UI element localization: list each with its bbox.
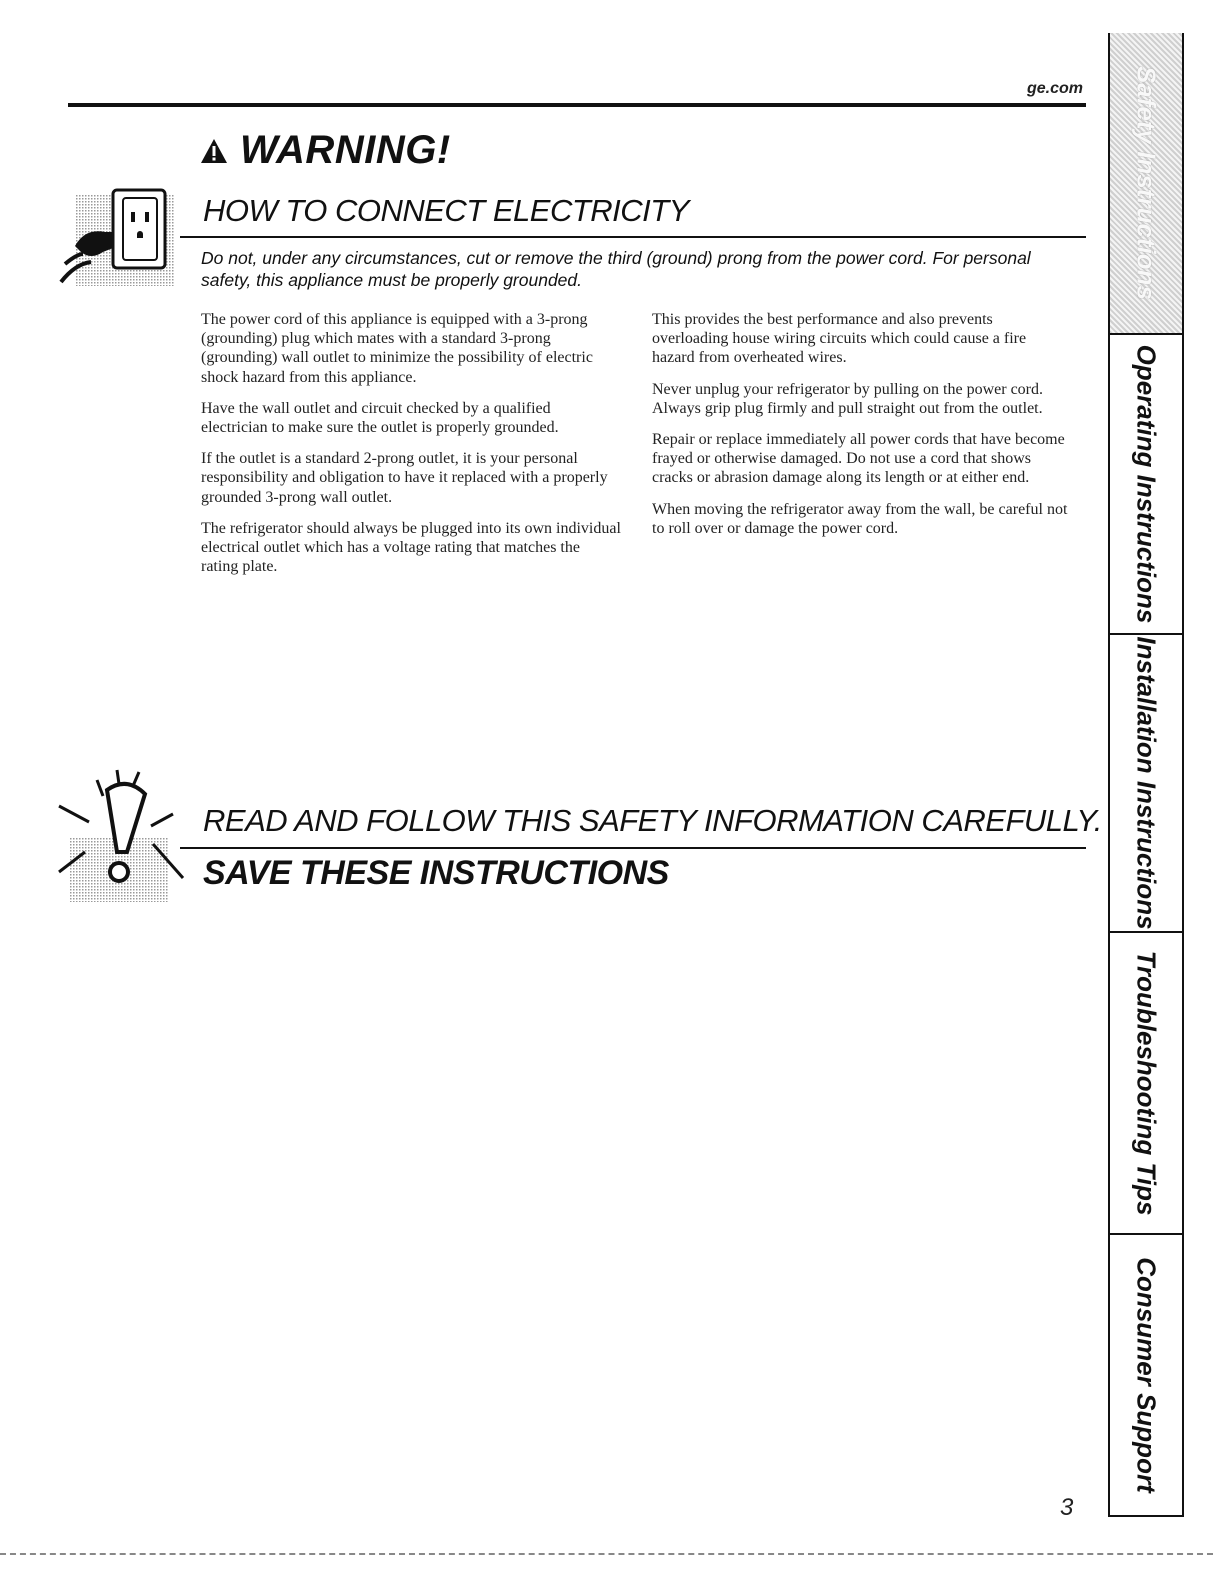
- tab-consumer-support[interactable]: [1110, 1235, 1182, 1517]
- right-column: [652, 310, 1072, 550]
- bottom-border: [0, 1553, 1213, 1555]
- tab-installation-instructions[interactable]: [1110, 635, 1182, 933]
- section-title-safety-information: READ AND FOLLOW THIS SAFETY INFORMATION CAREFULLY.: [203, 803, 1102, 838]
- paragraph: This provides the best performance and also prevents overloading house wiring circuits which could cause a fire hazard from overheated wires.: [652, 311, 1027, 367]
- tab-label: Consumer Support: [1131, 1257, 1162, 1493]
- section-title-connect-electricity: HOW TO CONNECT ELECTRICITY: [203, 193, 689, 228]
- tab-operating-instructions[interactable]: [1110, 335, 1182, 635]
- save-instructions-title: SAVE THESE INSTRUCTIONS: [203, 854, 669, 892]
- grounding-warning-text: Do not, under any circumstances, cut or remove the third (ground) prong from the power cord. For personal safety, this appliance must be properly grounded.: [201, 248, 1031, 290]
- paragraph: The power cord of this appliance is equipped with a 3-prong (grounding) plug which mates with a standard 3-prong (grounding) wall outlet to minimize the possibility of electric shock hazard from this appliance.: [201, 311, 593, 386]
- paragraph: If the outlet is a standard 2-prong outlet, it is your personal responsibility and obligation to have it replaced with a properly grounded 3-prong wall outlet.: [201, 450, 608, 506]
- page-number: 3: [1060, 1494, 1074, 1521]
- tab-label: Operating Instructions: [1131, 344, 1162, 624]
- tab-label: Safety Instructions: [1131, 65, 1162, 301]
- warning-triangle-icon: [200, 138, 228, 164]
- paragraph: When moving the refrigerator away from the wall, be careful not to roll over or damage the power cord.: [652, 500, 1068, 537]
- section-rule: [180, 847, 1086, 849]
- paragraph: Have the wall outlet and circuit checked by a qualified electrician to make sure the outlet is properly grounded.: [201, 399, 559, 437]
- warning-heading: [200, 128, 451, 173]
- section-rule: [180, 236, 1086, 238]
- header-rule: [68, 103, 1086, 107]
- tab-troubleshooting-tips[interactable]: [1110, 933, 1182, 1235]
- tab-safety-instructions[interactable]: [1110, 33, 1182, 335]
- tab-label: Troubleshooting Tips: [1131, 950, 1162, 1216]
- paragraph: Repair or replace immediately all power cords that have become frayed or otherwise damaged. Do not use a cord that shows cracks or abrasion damage along its length or at either end.: [652, 431, 1065, 487]
- section-tabs: [1108, 33, 1184, 1517]
- plug-outlet-icon: [55, 186, 180, 294]
- warning-title: WARNING!: [240, 128, 451, 172]
- site-url: ge.com: [1026, 80, 1083, 97]
- tab-label: Installation Instructions: [1131, 636, 1162, 930]
- left-column: [201, 310, 621, 588]
- paragraph: Never unplug your refrigerator by pulling on the power cord. Always grip plug firmly and pull straight out from the outlet.: [652, 380, 1043, 417]
- exclamation-alert-icon: [55, 760, 185, 905]
- paragraph: The refrigerator should always be plugged into its own individual electrical outlet which has a voltage rating that matches the rating plate.: [201, 519, 621, 576]
